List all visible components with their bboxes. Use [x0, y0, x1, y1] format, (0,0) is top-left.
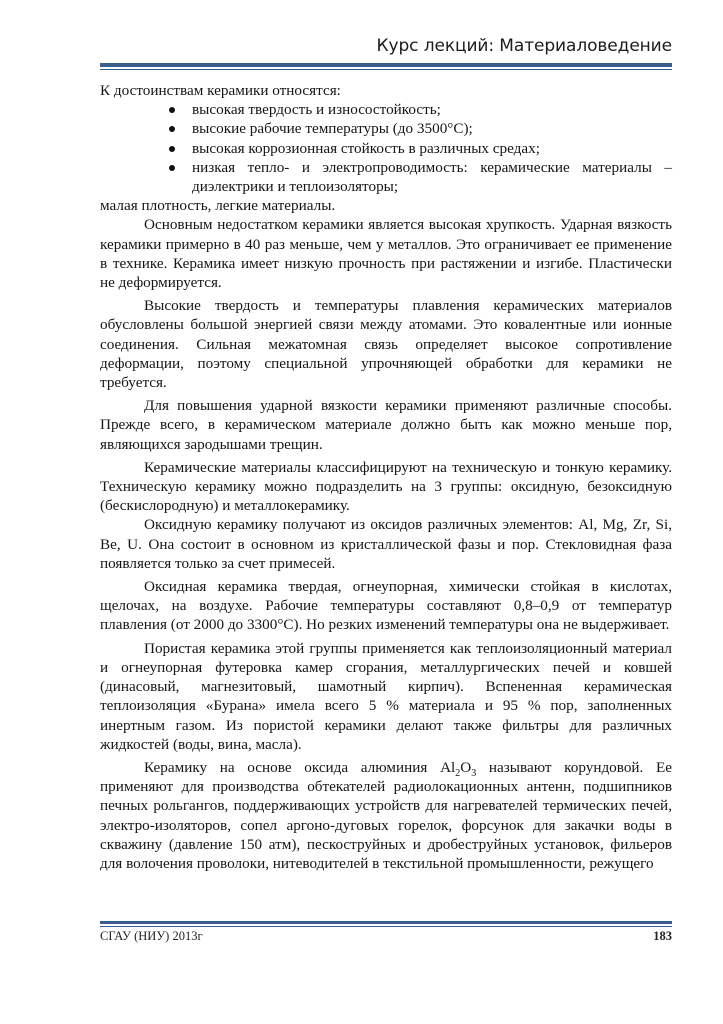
paragraph: Основным недостатком керамики является высокая хрупкость. Ударная вязкость керамики примерно в 40 раз меньше, чем у металлов. Это ограничивает ее применение в технике. Керамика имеет низкую прочность при растяжении и изгибе. Пластически не деформируется.: [100, 216, 672, 292]
paragraph: Керамические материалы классифицируют на техническую и тонкую керамику. Техническую керамику можно подразделить на 3 группы: оксидную, безоксидную (бескислородную) и металлокерамику.: [100, 458, 672, 515]
page-number: 183: [653, 929, 672, 943]
body-text: [100, 81, 672, 873]
paragraph: Для повышения ударной вязкости керамики применяют различные способы. Прежде всего, в керамическом материале должно быть как можно меньше пор, являющихся зародышами трещин.: [100, 397, 672, 453]
list-item: высокая твердость и износостойкость;: [192, 100, 672, 119]
advantages-tail: малая плотность, легкие материалы.: [100, 197, 336, 215]
footer-divider: [100, 921, 672, 924]
list-item: низкая тепло- и электропроводимость: керамические материалы – диэлектрики и теплоизоляторы;: [192, 158, 672, 196]
alumina-formula: $Al_2O_3$: [440, 758, 477, 779]
paragraph-corundum: Керамику на основе оксида алюминия $Al_2O_3$ называют корундовой. Ее применяют для производства обтекателей радиолокационных антенн, подшипников печных рольгангов, поддерживающих устройств для нагревателей термических печей, электро-изоляторов, сопел аргоно-дуговых горелок, форсунок для закачки воды в скважину (давление 150 атм), пескоструйных и дробеструйных установок, фильеров для волочения проволоки, нитеводителей в текстильной промышленности, режущего: [100, 758, 673, 872]
bullet-icon: [169, 165, 175, 171]
bullet-icon: [169, 146, 175, 152]
footer-divider-thin: [100, 926, 672, 927]
bullet-icon: [169, 126, 175, 132]
paragraph: Высокие твердость и температуры плавления керамических материалов обусловлены большой энергией связи между атомами. Это ковалентные или ионные соединения. Сильная межатомная связь определяет высокое сопротивление деформации, поэтому специальной упрочняющей обработки для керамики не требуется.: [100, 297, 672, 392]
paragraph: Оксидную керамику получают из оксидов различных элементов: Al, Mg, Zr, Si, Be, U. Она состоит в основном из кристаллической фазы и пор. Стекловидная фаза появляется только за счет примесей.: [100, 516, 672, 572]
page-header-title: Курс лекций: Материаловедение: [376, 36, 672, 56]
list-item: высокая коррозионная стойкость в различных средах;: [192, 139, 672, 158]
advantages-intro: К достоинствам керамики относятся:: [100, 82, 341, 99]
paragraph: Пористая керамика этой группы применяется как теплоизоляционный материал и огнеупорная футеровка камер сгорания, металлургических печей и ковшей (динасовый, магнезитовый, шамотный кирпич). Вспененная керамическая теплоизоляция «Бурана» имела всего 5 % материала и 95 % пор, заполненных инертным газом. Из пористой керамики делают также фильтры для различных жидкостей (воды, вина, масла).: [100, 639, 672, 753]
list-item: высокие рабочие температуры (до 3500°С);: [192, 119, 672, 138]
bullet-icon: [169, 107, 175, 113]
header-divider-thin: [100, 69, 672, 70]
header-divider: [100, 63, 672, 67]
advantages-list: [100, 100, 672, 196]
paragraph: Оксидная керамика твердая, огнеупорная, химически стойкая в кислотах, щелочах, на воздухе. Рабочие температуры составляют 0,8–0,9 от температур плавления (от 2000 до 3300°С). Но резких изменений температуры она не выдерживает.: [100, 578, 672, 634]
footer-source: СГАУ (НИУ) 2013г: [100, 929, 203, 943]
